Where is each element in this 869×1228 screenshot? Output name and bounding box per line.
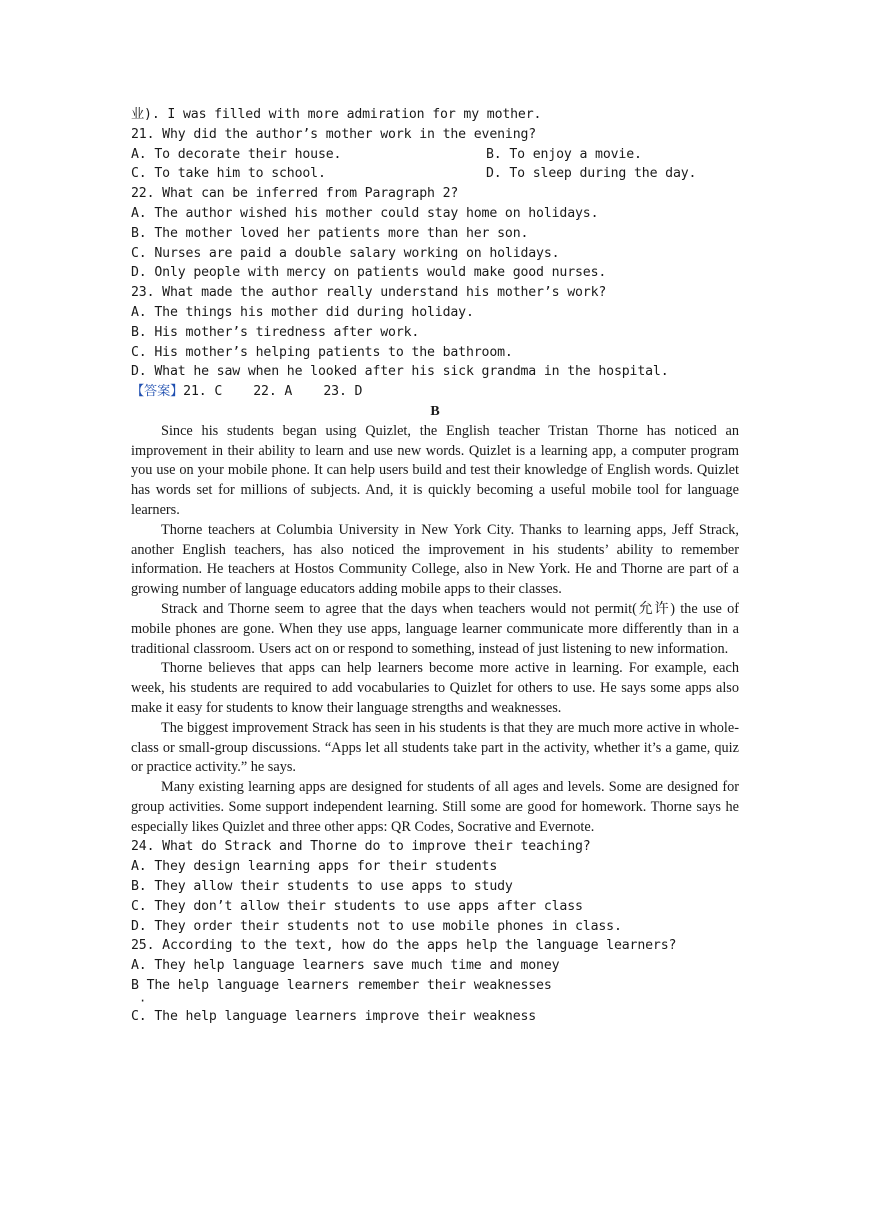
option-b: B. They allow their students to use apps to study [131, 879, 513, 895]
question-stem: 25. According to the text, how do the apps help the language learners? [131, 938, 677, 954]
question-stem: 22. What can be inferred from Paragraph 2? [131, 186, 459, 202]
question-stem: 23. What made the author really understand his mother’s work? [131, 285, 607, 301]
passage-paragraph: The biggest improvement Strack has seen in his students is that they are much more active in whole-class or small-group discussions. “Apps let all students take part in the activity, whether it’s a game, quiz or practice activity.” he says. [131, 719, 739, 776]
answer-tag: 【答案】 [131, 384, 184, 400]
option-c: C. To take him to school. [131, 166, 326, 182]
document-page [131, 105, 739, 1027]
option-a: A. The things his mother did during holiday. [131, 304, 474, 320]
passage-paragraph: Strack and Thorne seem to agree that the days when teachers would not permit(允许) the use of mobile phones are gone. When they use apps, language learner communicate more differently than in a traditional classroom. Users act on or respond to something, instead of just listening to new information. [131, 600, 739, 657]
question-stem: 24. What do Strack and Thorne do to improve their teaching? [131, 839, 591, 855]
option-b: B. To enjoy a movie. [486, 146, 642, 162]
question-23 [131, 283, 739, 382]
section-title: B [430, 403, 440, 419]
option-a: A. They design learning apps for their students [131, 859, 498, 875]
option-b: B. The mother loved her patients more than her son. [131, 225, 529, 241]
option-d: D. To sleep during the day. [486, 166, 697, 182]
passage-b [131, 422, 739, 838]
option-a: A. The author wished his mother could stay home on holidays. [131, 205, 599, 221]
option-d: D. What he saw when he looked after his sick grandma in the hospital. [131, 364, 669, 380]
question-25 [131, 936, 739, 1026]
option-c: C. They don’t allow their students to use apps after class [131, 898, 583, 914]
passage-paragraph: Many existing learning apps are designed for students of all ages and levels. Some are designed for group activities. Some support independent learning. Still some are good for homework. Thorne says he especially likes Quizlet and three other apps: QR Codes, Socrative and Evernote. [131, 779, 739, 835]
answer-key [131, 382, 739, 402]
option-b: B The help language learners remember their weaknesses [131, 978, 552, 994]
question-24 [131, 837, 739, 936]
passage-paragraph: Thorne believes that apps can help learners become more active in learning. For example, each week, his students are required to add vocabularies to Quizlet for others to use. He says some apps also make it easy for students to know their language strengths and weaknesses. [131, 660, 739, 716]
option-c: C. Nurses are paid a double salary working on holidays. [131, 245, 560, 261]
question-22 [131, 184, 739, 283]
question-stem: 21. Why did the author’s mother work in the evening? [131, 126, 537, 142]
passage-paragraph: Since his students began using Quizlet, the English teacher Tristan Thorne has noticed an improvement in their ability to learn and use new words. Quizlet is a learning app, a computer program you use on your mobile phone. It can help users build and test their knowledge of English words. Quizlet has words set for millions of subjects. And, it is quickly becoming a useful mobile tool for language learners. [131, 422, 739, 518]
option-c: C. His mother’s helping patients to the bathroom. [131, 344, 513, 360]
option-row [131, 145, 739, 165]
stray-dot: · [139, 993, 147, 1008]
intro-tail-text: 业). I was filled with more admiration for my mother. [131, 107, 542, 122]
option-c: C. The help language learners improve their weakness [131, 1008, 537, 1024]
option-d: D. They order their students not to use mobile phones in class. [131, 918, 622, 934]
passage-paragraph: Thorne teachers at Columbia University in New York City. Thanks to learning apps, Jeff Strack, another English teachers, has also noticed the improvement in his students’ ability to remember information. He teachers at Hostos Community College, also in New York. He and Thorne are part of a growing number of language educators adding mobile apps to their classes. [131, 521, 739, 598]
option-d: D. Only people with mercy on patients would make good nurses. [131, 265, 607, 281]
option-a: A. To decorate their house. [131, 146, 342, 162]
option-row [131, 164, 739, 184]
option-b: B. His mother’s tiredness after work. [131, 324, 420, 340]
answer-text: 21. C 22. A 23. D [183, 384, 363, 400]
option-a: A. They help language learners save much time and money [131, 958, 560, 974]
question-21 [131, 125, 739, 184]
